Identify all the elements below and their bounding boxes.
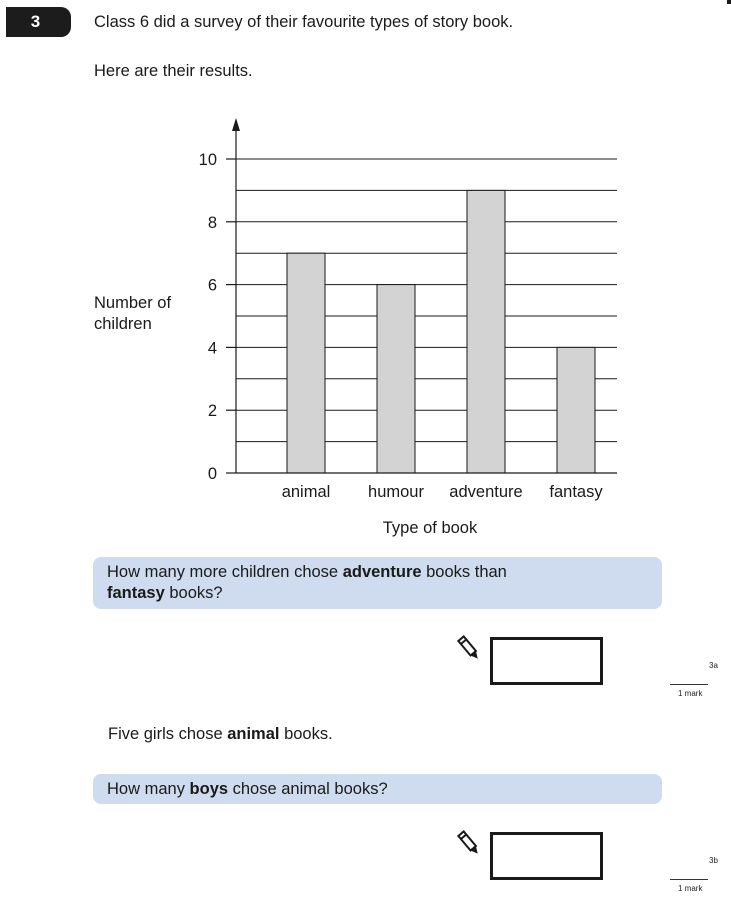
bar-fantasy bbox=[557, 347, 595, 473]
bar-animal bbox=[287, 253, 325, 473]
y-tick-label: 6 bbox=[207, 276, 217, 295]
question-b-text-2: chose animal books? bbox=[228, 780, 388, 798]
mark-divider-b bbox=[670, 879, 708, 880]
y-tick-label: 4 bbox=[207, 339, 217, 358]
y-axis-label bbox=[94, 293, 171, 335]
question-a-box bbox=[93, 557, 662, 609]
x-tick-label-animal: animal bbox=[281, 483, 331, 501]
mark-id-b: 3b bbox=[709, 856, 718, 865]
question-a-text-1: How many more children chose bbox=[107, 563, 343, 581]
statement-b bbox=[108, 724, 333, 745]
y-axis-label-line-2: children bbox=[94, 315, 152, 333]
pencil-icon bbox=[456, 634, 482, 664]
pencil-icon bbox=[456, 829, 482, 859]
question-number: 3 bbox=[30, 12, 41, 31]
mark-label-b: 1 mark bbox=[678, 884, 703, 893]
bar-humour bbox=[377, 285, 415, 473]
question-b-text-1: How many bbox=[107, 780, 190, 798]
x-tick-label-adventure: adventure bbox=[449, 483, 523, 501]
y-tick-label: 2 bbox=[207, 402, 217, 421]
results-text: Here are their results. bbox=[94, 62, 253, 80]
x-tick-label-humour: humour bbox=[368, 483, 424, 501]
question-b-bold: boys bbox=[189, 780, 229, 798]
statement-b-bold: animal bbox=[227, 725, 280, 743]
mark-label-a: 1 mark bbox=[678, 689, 703, 698]
y-tick-label: 0 bbox=[207, 465, 217, 483]
answer-box-a[interactable] bbox=[490, 637, 603, 685]
question-a-bold-1: adventure bbox=[342, 563, 422, 581]
question-intro: Class 6 did a survey of their favourite types of story book. bbox=[94, 13, 514, 31]
x-tick-label-fantasy: fantasy bbox=[549, 483, 603, 501]
y-tick-label: 8 bbox=[207, 213, 217, 232]
y-axis-arrow-icon bbox=[232, 118, 240, 131]
mark-id-a: 3a bbox=[709, 661, 718, 670]
question-b-box bbox=[93, 774, 662, 804]
question-a-line-2 bbox=[107, 583, 648, 604]
statement-b-text-1: Five girls chose bbox=[108, 725, 228, 743]
y-axis-label-line-1: Number of bbox=[94, 294, 172, 312]
bar-adventure bbox=[467, 190, 505, 473]
chart-bars bbox=[287, 190, 595, 473]
y-tick-label: 10 bbox=[198, 151, 217, 169]
question-a-bold-2: fantasy bbox=[107, 584, 165, 602]
question-a-text-3: books? bbox=[164, 584, 223, 602]
question-a-line-1 bbox=[107, 562, 648, 583]
question-a-text-2: books than bbox=[421, 563, 507, 581]
mark-divider-a bbox=[670, 684, 708, 685]
statement-b-text-2: books. bbox=[279, 725, 333, 743]
answer-box-b[interactable] bbox=[490, 832, 603, 880]
x-axis-label: Type of book bbox=[382, 519, 478, 537]
